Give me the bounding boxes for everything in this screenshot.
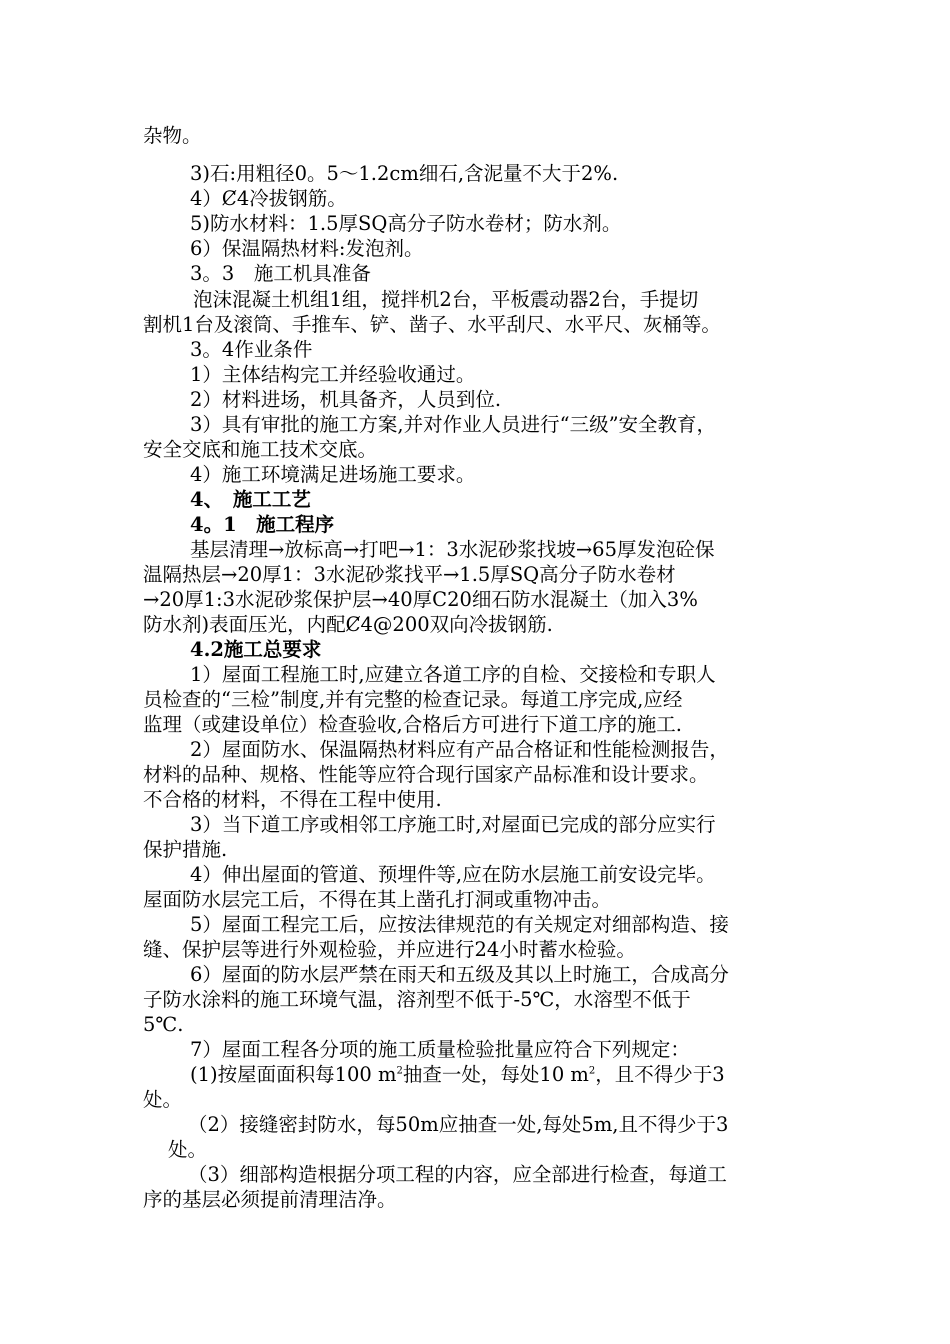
text-line: 3）当下道工序或相邻工序施工时,对屋面已完成的部分应实行 bbox=[190, 813, 716, 836]
text-line: 割机1台及滚筒、手推车、铲、凿子、水平刮尺、水平尺、灰桶等。 bbox=[143, 313, 721, 336]
text-line: 5）屋面工程完工后，应按法律规范的有关规定对细部构造、接 bbox=[190, 913, 729, 936]
text-line: 2）材料进场，机具备齐，人员到位. bbox=[190, 388, 502, 411]
text-line: 4）伸出屋面的管道、预埋件等,应在防水层施工前安设完毕。 bbox=[190, 863, 716, 886]
text-line: 处。 bbox=[168, 1138, 208, 1161]
text-line: 2）屋面防水、保温隔热材料应有产品合格证和性能检测报告， bbox=[190, 738, 729, 761]
text-line-area-rule bbox=[190, 1063, 725, 1087]
text-line: 1）主体结构完工并经验收通过。 bbox=[190, 363, 476, 386]
text-line: 6）屋面的防水层严禁在雨天和五级及其以上时施工，合成高分 bbox=[190, 963, 729, 986]
text-line: →20厚1:3水泥砂浆保护层→40厚C20细石防水混凝土（加入3% bbox=[143, 588, 698, 611]
text-line: 5℃. bbox=[143, 1013, 184, 1036]
text-segment: ，且不得少于3 bbox=[595, 1063, 725, 1086]
superscript: 2 bbox=[588, 1065, 596, 1077]
section-heading: 4、 施工工艺 bbox=[190, 488, 311, 511]
section-heading: 3。3 施工机具准备 bbox=[190, 262, 371, 285]
text-line: 安全交底和施工技术交底。 bbox=[143, 438, 378, 461]
text-segment: 抽查一处，每处10 m bbox=[402, 1063, 589, 1086]
text-line: 3)石:用粗径0。5～1.2cm细石,含泥量不大于2%. bbox=[190, 162, 619, 185]
text-line: 3）具有审批的施工方案,并对作业人员进行“三级”安全教育， bbox=[190, 413, 717, 436]
text-line: 子防水涂料的施工环境气温，溶剂型不低于-5℃，水溶型不低于 bbox=[143, 988, 691, 1011]
text-line: 处。 bbox=[143, 1088, 183, 1111]
text-line: 基层清理→放标高→打吧→1：3水泥砂浆找坡→65厚发泡砼保 bbox=[190, 538, 715, 561]
section-heading: 4。1 施工程序 bbox=[190, 513, 335, 536]
text-line: 缝、保护层等进行外观检验，并应进行24小时蓄水检验。 bbox=[143, 938, 636, 961]
text-line: 屋面防水层完工后，不得在其上凿孔打洞或重物冲击。 bbox=[143, 888, 612, 911]
text-line: 6）保温隔热材料:发泡剂。 bbox=[190, 237, 424, 260]
text-line: 杂物。 bbox=[143, 124, 202, 147]
text-line: 员检查的“三检”制度,并有完整的检查记录。每道工序完成,应经 bbox=[143, 688, 683, 711]
text-line: 监理（或建设单位）检查验收,合格后方可进行下道工序的施工. bbox=[143, 713, 682, 736]
superscript: 2 bbox=[396, 1065, 403, 1077]
text-segment: (1)按屋面面积每100 m bbox=[190, 1063, 397, 1086]
text-line: 保护措施. bbox=[143, 838, 228, 861]
text-line: （2）接缝密封防水，每50m应抽查一处,每处5m,且不得少于3 bbox=[188, 1113, 729, 1136]
text-line: 4）Ȼ4冷拔钢筋。 bbox=[190, 187, 347, 210]
text-line: （3）细部构造根据分项工程的内容，应全部进行检查，每道工 bbox=[188, 1163, 727, 1186]
text-line: 温隔热层→20厚1：3水泥砂浆找平→1.5厚SQ高分子防水卷材 bbox=[143, 563, 676, 586]
section-heading: 4.2施工总要求 bbox=[190, 638, 322, 661]
section-heading: 3。4作业条件 bbox=[190, 338, 313, 361]
text-line: 4）施工环境满足进场施工要求。 bbox=[190, 463, 476, 486]
text-line: 7）屋面工程各分项的施工质量检验批量应符合下列规定： bbox=[190, 1038, 690, 1061]
text-line: 材料的品种、规格、性能等应符合现行国家产品标准和设计要求。 bbox=[143, 763, 709, 786]
text-line: 1）屋面工程施工时,应建立各道工序的自检、交接检和专职人 bbox=[190, 663, 716, 686]
text-line: 泡沫混凝土机组1组，搅拌机2台，平板震动器2台，手提切 bbox=[193, 288, 699, 311]
text-line: 不合格的材料，不得在工程中使用. bbox=[143, 788, 442, 811]
text-line: 序的基层必须提前清理洁净。 bbox=[143, 1188, 397, 1211]
text-line: 5)防水材料：1.5厚SQ高分子防水卷材；防水剂。 bbox=[190, 212, 622, 235]
text-line: 防水剂)表面压光，内配Ȼ4@200双向冷拔钢筋. bbox=[143, 613, 553, 636]
